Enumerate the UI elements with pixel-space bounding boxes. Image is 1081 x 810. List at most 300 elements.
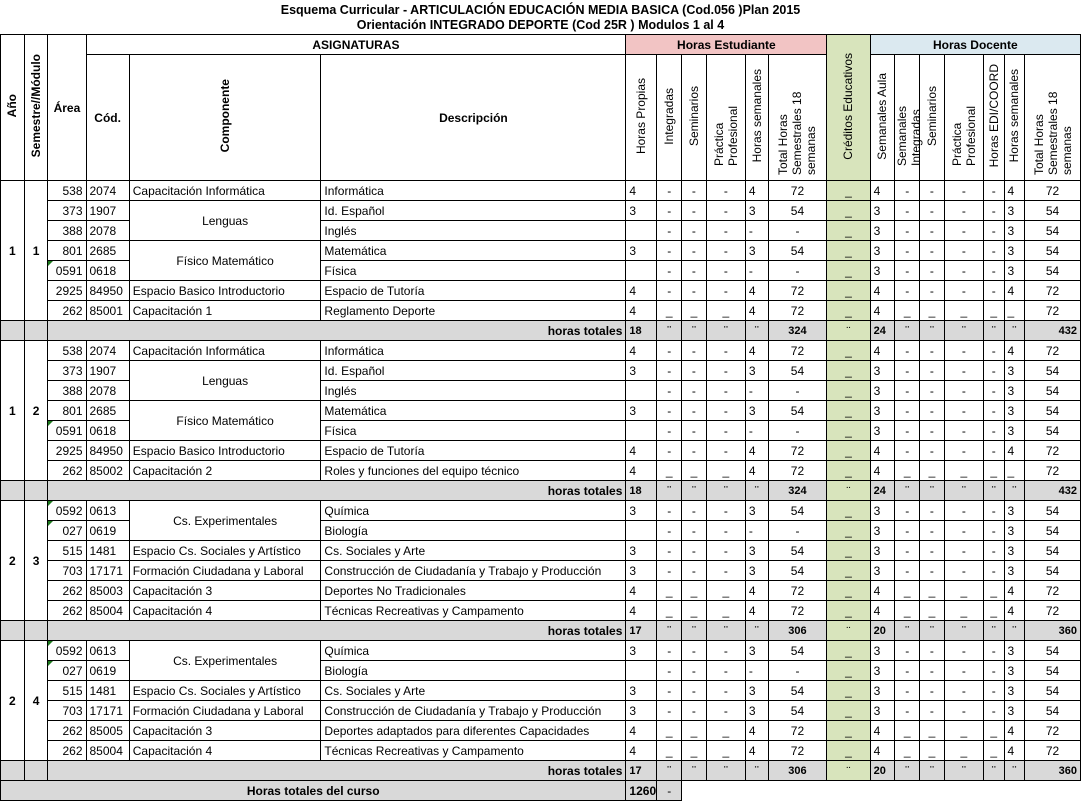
est-hours-cell: - (657, 261, 682, 281)
doc-hours-cell: 72 (1025, 341, 1081, 361)
doc-hours-cell: - (983, 561, 1004, 581)
cod-cell: 2078 (86, 381, 129, 401)
totals-est-cell: ¨ (745, 621, 768, 641)
doc-hours-cell: 54 (1025, 701, 1081, 721)
descripcion-cell: Química (321, 501, 626, 521)
totals-doc-cell: 24 (870, 321, 895, 341)
header-doc-col-6: Total Horas Semestrales 18 semanas (1025, 55, 1081, 181)
est-hours-cell: _ (706, 741, 745, 761)
doc-hours-cell: - (944, 521, 983, 541)
descripcion-cell: Id. Español (321, 361, 626, 381)
cod-cell: 85004 (86, 601, 129, 621)
doc-hours-cell: _ (944, 721, 983, 741)
area-cell: 262 (48, 461, 86, 481)
creditos-cell: _ (827, 441, 870, 461)
est-hours-cell: - (682, 361, 707, 381)
est-hours-cell: - (657, 681, 682, 701)
totals-blank-cell (1, 761, 25, 781)
doc-hours-cell: - (895, 561, 920, 581)
est-hours-cell: - (706, 181, 745, 201)
totals-row (1, 621, 1081, 641)
doc-hours-cell: 3 (870, 241, 895, 261)
doc-hours-cell: 72 (1025, 441, 1081, 461)
est-hours-cell (626, 421, 657, 441)
est-hours-cell: _ (706, 301, 745, 321)
header-est-col-4: Horas semanales (745, 55, 768, 181)
doc-hours-cell: 4 (870, 721, 895, 741)
area-cell: 703 (48, 701, 86, 721)
est-hours-cell: 4 (745, 601, 768, 621)
semestre-cell: 4 (24, 641, 48, 761)
totals-est-cell: ¨ (745, 481, 768, 501)
cod-cell: 0619 (86, 661, 129, 681)
est-hours-cell: - (682, 541, 707, 561)
area-cell: 262 (48, 601, 86, 621)
est-hours-cell: 72 (768, 281, 827, 301)
doc-hours-cell: - (895, 261, 920, 281)
doc-hours-cell: - (895, 341, 920, 361)
est-hours-cell: - (682, 521, 707, 541)
doc-hours-cell: - (983, 701, 1004, 721)
area-cell: 373 (48, 201, 86, 221)
componente-cell: Capacitación 4 (129, 601, 321, 621)
est-hours-cell: - (657, 501, 682, 521)
table-row (1, 601, 1081, 621)
header-doc-col-1: Semanales Integradas (895, 55, 920, 181)
doc-hours-cell: _ (944, 461, 983, 481)
doc-hours-cell: 54 (1025, 521, 1081, 541)
doc-hours-cell: - (983, 261, 1004, 281)
table-row (1, 641, 1081, 661)
est-hours-cell: 4 (626, 461, 657, 481)
header-doc-col-0: Semanales Aula (870, 55, 895, 181)
doc-hours-cell: - (983, 441, 1004, 461)
componente-cell: Capacitación 2 (129, 461, 321, 481)
area-cell: 388 (48, 381, 86, 401)
descripcion-cell: Técnicas Recreativas y Campamento (321, 741, 626, 761)
doc-hours-cell: - (920, 561, 945, 581)
cod-cell: 84950 (86, 441, 129, 461)
est-hours-cell: 54 (768, 701, 827, 721)
doc-hours-cell: 3 (1004, 661, 1025, 681)
descripcion-cell: Cs. Sociales y Arte (321, 681, 626, 701)
totals-blank-cell (24, 621, 48, 641)
componente-cell: Capacitación 3 (129, 721, 321, 741)
table-row (1, 461, 1081, 481)
est-hours-cell: 4 (626, 441, 657, 461)
doc-hours-cell: 54 (1025, 681, 1081, 701)
totals-doc-cell: ¨ (983, 481, 1004, 501)
totals-doc-cell: ¨ (944, 761, 983, 781)
est-hours-cell: - (706, 201, 745, 221)
est-hours-cell: 72 (768, 181, 827, 201)
est-hours-cell: _ (657, 301, 682, 321)
totals-doc-cell: ¨ (983, 321, 1004, 341)
doc-hours-cell: - (895, 201, 920, 221)
est-hours-cell: - (745, 261, 768, 281)
est-hours-cell: _ (682, 741, 707, 761)
doc-hours-cell: _ (983, 581, 1004, 601)
est-hours-cell: - (706, 401, 745, 421)
componente-cell: Lenguas (129, 201, 321, 241)
est-hours-cell: - (706, 521, 745, 541)
creditos-cell: _ (827, 221, 870, 241)
est-hours-cell: 4 (626, 301, 657, 321)
totals-doc-cell: 360 (1025, 761, 1081, 781)
doc-hours-cell: - (920, 381, 945, 401)
descripcion-cell: Deportes No Tradicionales (321, 581, 626, 601)
totals-doc-cell: ¨ (944, 621, 983, 641)
area-cell: 801 (48, 241, 86, 261)
est-hours-cell: - (657, 361, 682, 381)
est-hours-cell: 3 (745, 241, 768, 261)
doc-hours-cell: - (983, 501, 1004, 521)
doc-hours-cell: 54 (1025, 561, 1081, 581)
est-hours-cell: - (657, 661, 682, 681)
doc-hours-cell: 3 (1004, 361, 1025, 381)
descripcion-cell: Técnicas Recreativas y Campamento (321, 601, 626, 621)
est-hours-cell: 3 (626, 361, 657, 381)
doc-hours-cell: 3 (1004, 201, 1025, 221)
est-hours-cell: 4 (626, 181, 657, 201)
doc-hours-cell: 4 (870, 741, 895, 761)
doc-hours-cell: 4 (870, 281, 895, 301)
est-hours-cell: 4 (626, 741, 657, 761)
est-hours-cell: _ (706, 721, 745, 741)
est-hours-cell: _ (657, 461, 682, 481)
doc-hours-cell: 72 (1025, 461, 1081, 481)
totals-est-cell: ¨ (682, 481, 707, 501)
area-cell: 262 (48, 301, 86, 321)
area-cell: 515 (48, 681, 86, 701)
descripcion-cell: Reglamento Deporte (321, 301, 626, 321)
doc-hours-cell: - (920, 521, 945, 541)
est-hours-cell: 72 (768, 341, 827, 361)
est-hours-cell: - (706, 381, 745, 401)
est-hours-cell: - (682, 381, 707, 401)
est-hours-cell: - (657, 381, 682, 401)
totals-est-cell: 17 (626, 761, 657, 781)
est-hours-cell: - (706, 221, 745, 241)
est-hours-cell: 3 (626, 241, 657, 261)
est-hours-cell: 4 (626, 601, 657, 621)
doc-hours-cell: - (895, 641, 920, 661)
est-hours-cell: - (768, 261, 827, 281)
doc-hours-cell: - (895, 281, 920, 301)
est-hours-cell: _ (657, 721, 682, 741)
creditos-cell: _ (827, 501, 870, 521)
doc-hours-cell: 4 (870, 441, 895, 461)
descripcion-cell: Informática (321, 341, 626, 361)
est-hours-cell: - (682, 281, 707, 301)
est-hours-cell: - (745, 521, 768, 541)
cod-cell: 2078 (86, 221, 129, 241)
creditos-cell: _ (827, 561, 870, 581)
descripcion-cell: Informática (321, 181, 626, 201)
totals-doc-cell: ¨ (944, 321, 983, 341)
document-title (0, 0, 1081, 34)
est-hours-cell: 3 (626, 681, 657, 701)
est-hours-cell: - (682, 181, 707, 201)
est-hours-cell: - (706, 421, 745, 441)
doc-hours-cell: - (944, 681, 983, 701)
est-hours-cell: - (768, 661, 827, 681)
est-hours-cell: 3 (626, 501, 657, 521)
cod-cell: 17171 (86, 701, 129, 721)
descripcion-cell: Construcción de Ciudadanía y Trabajo y Producción (321, 561, 626, 581)
doc-hours-cell: _ (895, 301, 920, 321)
doc-hours-cell: - (983, 241, 1004, 261)
doc-hours-cell: - (895, 361, 920, 381)
doc-hours-cell: - (944, 641, 983, 661)
area-cell: 027 (48, 521, 86, 541)
doc-hours-cell: 3 (870, 261, 895, 281)
doc-hours-cell: 72 (1025, 581, 1081, 601)
est-hours-cell: - (682, 641, 707, 661)
componente-cell: Espacio Cs. Sociales y Artístico (129, 541, 321, 561)
doc-hours-cell: 54 (1025, 221, 1081, 241)
est-hours-cell: - (682, 201, 707, 221)
est-hours-cell: - (706, 681, 745, 701)
descripcion-cell: Espacio de Tutoría (321, 441, 626, 461)
doc-hours-cell: - (944, 341, 983, 361)
totals-blank-cell (24, 481, 48, 501)
totals-est-cell: ¨ (657, 481, 682, 501)
totals-est-cell: ¨ (706, 481, 745, 501)
doc-hours-cell: 3 (1004, 561, 1025, 581)
est-hours-cell: _ (657, 741, 682, 761)
area-cell: 0592 (48, 501, 86, 521)
totals-est-cell: ¨ (657, 761, 682, 781)
est-hours-cell: 72 (768, 581, 827, 601)
totals-est-cell: ¨ (682, 321, 707, 341)
est-hours-cell: 3 (745, 401, 768, 421)
table-row (1, 281, 1081, 301)
course-total-row (1, 781, 1081, 801)
table-row (1, 441, 1081, 461)
est-hours-cell: 3 (626, 201, 657, 221)
table-row (1, 341, 1081, 361)
doc-hours-cell: - (944, 661, 983, 681)
table-row (1, 721, 1081, 741)
doc-hours-cell: - (983, 221, 1004, 241)
est-hours-cell: 54 (768, 541, 827, 561)
est-hours-cell: - (682, 501, 707, 521)
est-hours-cell: - (657, 521, 682, 541)
doc-hours-cell: 3 (870, 681, 895, 701)
course-total-label: Horas totales del curso (1, 781, 626, 801)
est-hours-cell: 72 (768, 441, 827, 461)
totals-label: horas totales (48, 761, 626, 781)
descripcion-cell: Construcción de Ciudadanía y Trabajo y Producción (321, 701, 626, 721)
est-hours-cell: 3 (745, 641, 768, 661)
totals-est-cell: 324 (768, 481, 827, 501)
semestre-cell: 3 (24, 501, 48, 621)
doc-hours-cell: 72 (1025, 721, 1081, 741)
doc-hours-cell: 3 (870, 561, 895, 581)
est-hours-cell: - (706, 341, 745, 361)
header-horas-docente: Horas Docente (870, 35, 1080, 55)
doc-hours-cell: 4 (870, 181, 895, 201)
doc-hours-cell: - (895, 501, 920, 521)
doc-hours-cell: 3 (870, 521, 895, 541)
est-hours-cell: 54 (768, 501, 827, 521)
doc-hours-cell: - (944, 421, 983, 441)
header-horas-estudiante: Horas Estudiante (626, 35, 827, 55)
doc-hours-cell: - (983, 521, 1004, 541)
totals-est-cell: ¨ (657, 621, 682, 641)
doc-hours-cell: - (944, 201, 983, 221)
doc-hours-cell: - (920, 681, 945, 701)
area-cell: 703 (48, 561, 86, 581)
area-cell: 388 (48, 221, 86, 241)
doc-hours-cell: - (895, 701, 920, 721)
doc-hours-cell: 54 (1025, 381, 1081, 401)
doc-hours-cell: - (920, 421, 945, 441)
doc-hours-cell: - (944, 561, 983, 581)
doc-hours-cell: 72 (1025, 181, 1081, 201)
doc-hours-cell: _ (895, 461, 920, 481)
header-descripcion: Descripción (321, 55, 626, 181)
est-hours-cell: 3 (745, 201, 768, 221)
header-est-col-5: Total Horas Semestrales 18 semanas (768, 55, 827, 181)
est-hours-cell: _ (682, 461, 707, 481)
doc-hours-cell: _ (920, 741, 945, 761)
curriculum-table (0, 34, 1081, 801)
totals-label: horas totales (48, 621, 626, 641)
table-row (1, 361, 1081, 381)
totals-est-cell: 306 (768, 761, 827, 781)
doc-hours-cell: 4 (870, 581, 895, 601)
totals-doc-cell: ¨ (895, 761, 920, 781)
est-hours-cell: - (706, 281, 745, 301)
componente-cell: Espacio Basico Introductorio (129, 281, 321, 301)
est-hours-cell: - (706, 561, 745, 581)
totals-est-cell: ¨ (657, 321, 682, 341)
doc-hours-cell: _ (920, 721, 945, 741)
creditos-cell: _ (827, 381, 870, 401)
doc-hours-cell: - (920, 201, 945, 221)
doc-hours-cell: 3 (870, 541, 895, 561)
creditos-cell: _ (827, 181, 870, 201)
doc-hours-cell: _ (944, 581, 983, 601)
doc-hours-cell: - (920, 221, 945, 241)
totals-row (1, 761, 1081, 781)
header-componente: Componente (129, 55, 321, 181)
header-cod: Cód. (86, 55, 129, 181)
creditos-cell: _ (827, 281, 870, 301)
doc-hours-cell: 3 (870, 421, 895, 441)
area-cell: 538 (48, 341, 86, 361)
totals-doc-cell: ¨ (983, 761, 1004, 781)
doc-hours-cell: 3 (1004, 401, 1025, 421)
descripcion-cell: Física (321, 261, 626, 281)
doc-hours-cell: - (983, 661, 1004, 681)
totals-creditos-cell: ¨ (827, 321, 870, 341)
totals-est-cell: ¨ (745, 761, 768, 781)
componente-cell: Lenguas (129, 361, 321, 401)
doc-hours-cell: - (944, 181, 983, 201)
totals-blank-cell (24, 761, 48, 781)
header-area: Área (48, 35, 86, 181)
cod-cell: 17171 (86, 561, 129, 581)
doc-hours-cell: - (895, 421, 920, 441)
est-hours-cell: 72 (768, 301, 827, 321)
est-hours-cell: - (682, 401, 707, 421)
totals-est-cell: ¨ (706, 621, 745, 641)
est-hours-cell: 54 (768, 241, 827, 261)
anio-cell: 2 (1, 641, 25, 761)
doc-hours-cell: 3 (870, 201, 895, 221)
doc-hours-cell: 3 (870, 381, 895, 401)
doc-hours-cell: _ (983, 601, 1004, 621)
doc-hours-cell: 3 (1004, 681, 1025, 701)
componente-cell: Capacitación 3 (129, 581, 321, 601)
doc-hours-cell: _ (920, 461, 945, 481)
doc-hours-cell: - (895, 181, 920, 201)
creditos-cell: _ (827, 701, 870, 721)
est-hours-cell: 4 (745, 461, 768, 481)
totals-est-cell: ¨ (745, 321, 768, 341)
creditos-cell: _ (827, 401, 870, 421)
descripcion-cell: Biología (321, 661, 626, 681)
doc-hours-cell: - (895, 381, 920, 401)
doc-hours-cell: _ (983, 741, 1004, 761)
totals-creditos-cell: ¨ (827, 621, 870, 641)
est-hours-cell: - (706, 261, 745, 281)
doc-hours-cell: 3 (1004, 521, 1025, 541)
doc-hours-cell: - (895, 241, 920, 261)
est-hours-cell: - (657, 341, 682, 361)
est-hours-cell: _ (682, 601, 707, 621)
area-cell: 0592 (48, 641, 86, 661)
totals-doc-cell: ¨ (895, 321, 920, 341)
doc-hours-cell: 3 (870, 501, 895, 521)
area-cell: 0591 (48, 261, 86, 281)
est-hours-cell: _ (706, 581, 745, 601)
table-row (1, 201, 1081, 221)
doc-hours-cell: 72 (1025, 301, 1081, 321)
est-hours-cell: - (682, 701, 707, 721)
semestre-cell: 1 (24, 181, 48, 321)
creditos-cell: _ (827, 721, 870, 741)
totals-blank-cell (1, 321, 25, 341)
area-cell: 2925 (48, 281, 86, 301)
descripcion-cell: Matemática (321, 401, 626, 421)
title-line-1: Esquema Curricular - ARTICULACIÓN EDUCACIÓN MEDIA BASICA (Cod.056 )Plan 2015 (280, 3, 801, 17)
doc-hours-cell: - (983, 641, 1004, 661)
totals-doc-cell: ¨ (1004, 621, 1025, 641)
doc-hours-cell: - (920, 281, 945, 301)
est-hours-cell: - (657, 561, 682, 581)
table-row (1, 581, 1081, 601)
area-cell: 515 (48, 541, 86, 561)
doc-hours-cell: 54 (1025, 641, 1081, 661)
est-hours-cell (626, 381, 657, 401)
doc-hours-cell: - (944, 241, 983, 261)
creditos-cell: _ (827, 581, 870, 601)
est-hours-cell: - (768, 381, 827, 401)
doc-hours-cell: 4 (1004, 181, 1025, 201)
area-cell: 262 (48, 741, 86, 761)
doc-hours-cell: 54 (1025, 261, 1081, 281)
doc-hours-cell: _ (895, 601, 920, 621)
est-hours-cell: - (706, 501, 745, 521)
creditos-cell: _ (827, 261, 870, 281)
doc-hours-cell: _ (920, 601, 945, 621)
doc-hours-cell: 3 (1004, 381, 1025, 401)
header-doc-col-3: Práctica Profesional (944, 55, 983, 181)
